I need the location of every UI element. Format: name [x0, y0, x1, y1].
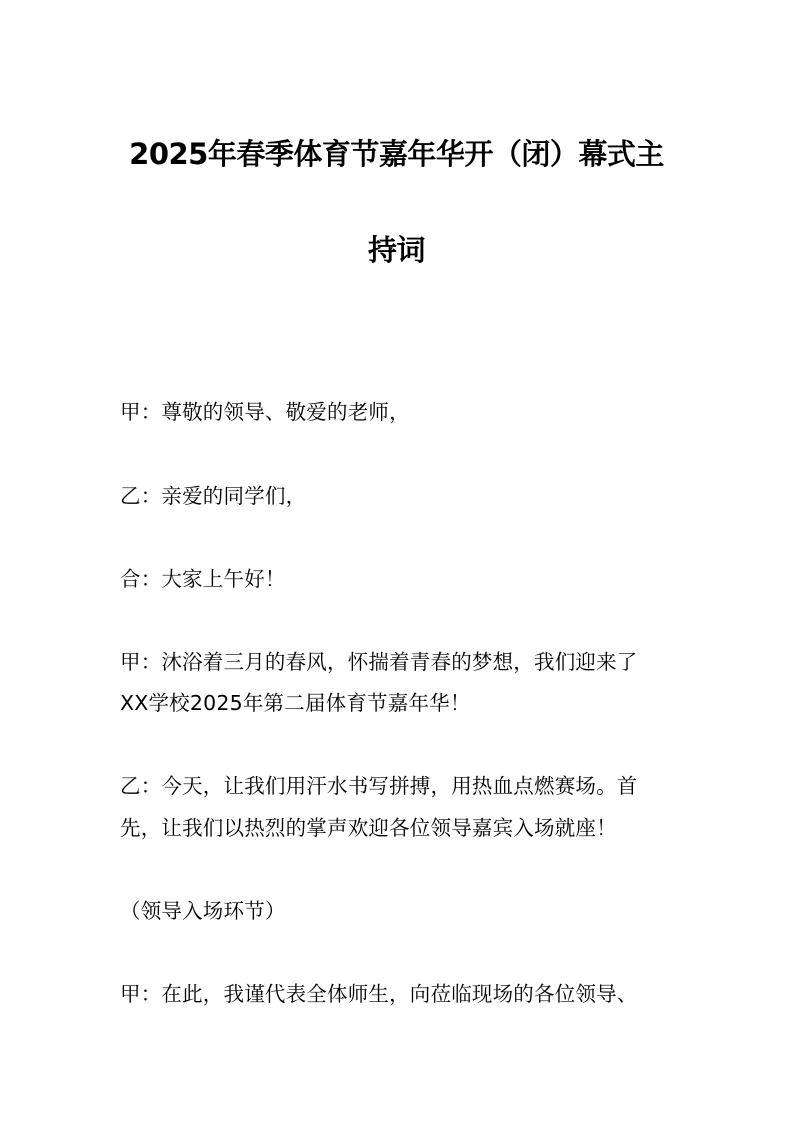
document-title-line-2: 持词 [367, 233, 425, 267]
document-title-line-1: 2025年春季体育节嘉年华开（闭）幕式主 [129, 137, 664, 171]
paragraph-greeting-jia: 甲：尊敬的领导、敬爱的老师， [120, 400, 410, 424]
paragraph-jia-intro-line-2: XX学校2025年第二届体育节嘉年华！ [120, 691, 471, 715]
paragraph-jia-intro-line-1: 甲：沐浴着三月的春风，怀揣着青春的梦想，我们迎来了 [120, 650, 638, 674]
paragraph-yi-intro-line-1: 乙：今天，让我们用汗水书写拼搏，用热血点燃赛场。首 [120, 774, 638, 798]
paragraph-greeting-he: 合：大家上午好！ [120, 567, 286, 591]
paragraph-greeting-yi: 乙：亲爱的同学们， [120, 484, 307, 508]
paragraph-yi-intro-line-2: 先，让我们以热烈的掌声欢迎各位领导嘉宾入场就座！ [120, 816, 617, 840]
paragraph-jia-welcome-line-1: 甲：在此，我谨代表全体师生，向莅临现场的各位领导、 [120, 982, 638, 1006]
stage-direction: （领导入场环节） [120, 899, 286, 923]
